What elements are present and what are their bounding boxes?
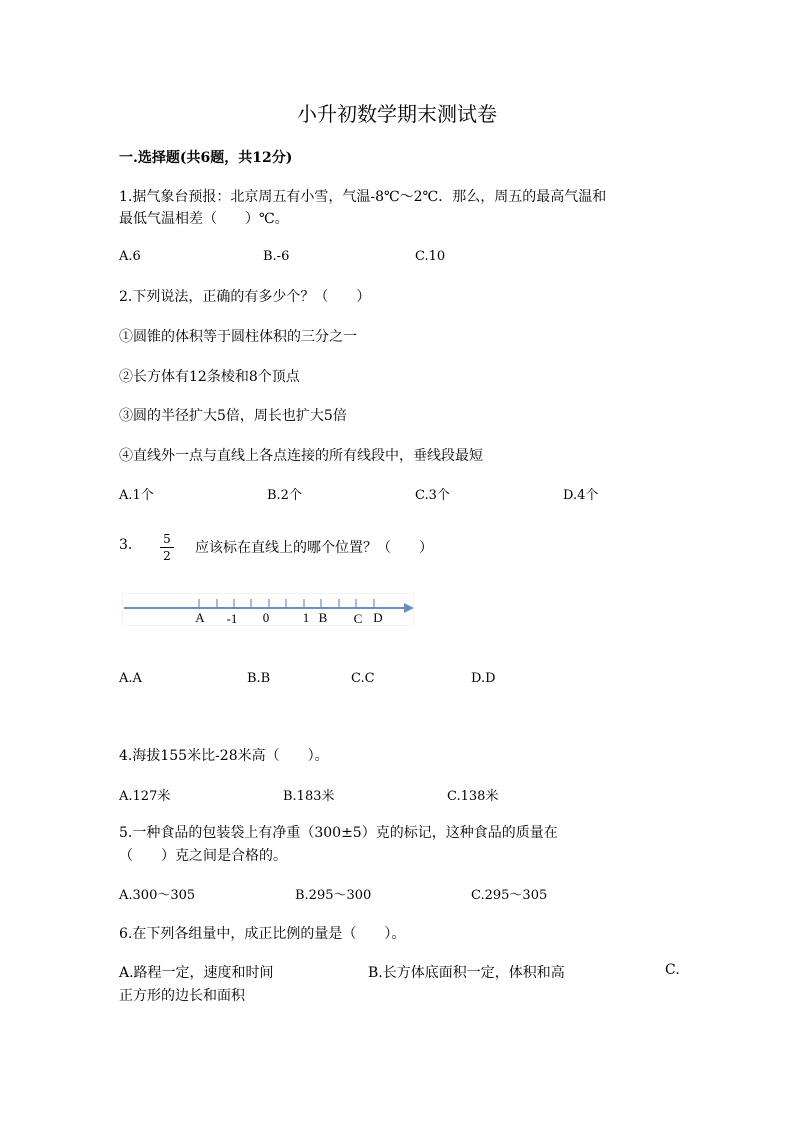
question-3-number: 3. — [119, 537, 133, 553]
question-6-option-b: B.长方体底面积一定，体积和高 — [368, 965, 565, 981]
question-4-option-c: C.138米 — [447, 789, 499, 804]
number-line — [122, 593, 414, 626]
fraction-five-halves — [160, 532, 174, 563]
question-2-statement-1: ①圆锥的体积等于圆柱体积的三分之一 — [119, 329, 357, 345]
question-3-option-c: C.C — [351, 671, 375, 686]
number-line-label-neg1: -1 — [226, 611, 238, 626]
question-2-option-a: A.1个 — [119, 488, 154, 503]
number-line-label-d: D — [373, 610, 383, 625]
question-3-option-a: A.A — [119, 671, 142, 686]
question-4-option-a: A.127米 — [119, 789, 171, 804]
question-2-option-c: C.3个 — [415, 488, 450, 503]
question-6-option-a: A.路程一定，速度和时间 — [119, 965, 274, 981]
question-5-line-1: 5.一种食品的包装袋上有净重（300±5）克的标记，这种食品的质量在 — [119, 825, 558, 841]
question-4-option-b: B.183米 — [283, 789, 335, 804]
question-1-option-a: A.6 — [119, 249, 141, 264]
question-3-text: 应该标在直线上的哪个位置？（ ） — [195, 540, 433, 556]
number-line-label-1: 1 — [302, 610, 310, 625]
question-5-line-2: （ ）克之间是合格的。 — [119, 848, 287, 864]
number-line-label-a: A — [195, 610, 205, 625]
question-5-option-c: C.295～305 — [471, 888, 548, 903]
question-6-stem: 6.在下列各组量中，成正比例的量是（ ）。 — [119, 926, 406, 942]
question-5-option-a: A.300～305 — [119, 888, 196, 903]
fraction-numerator: 5 — [163, 532, 171, 546]
fraction-denominator: 2 — [163, 549, 171, 563]
question-2-option-b: B.2个 — [267, 488, 302, 503]
question-1-line-1: 1.据气象台预报：北京周五有小雪，气温-8℃～2℃．那么，周五的最高气温和 — [119, 189, 607, 205]
question-3-option-d: D.D — [471, 671, 496, 686]
question-2-statement-2: ②长方体有12条棱和8个顶点 — [119, 369, 300, 385]
section-heading: 一.选择题(共6题，共12分) — [119, 150, 293, 166]
question-1-option-c: C.10 — [415, 249, 446, 264]
fraction-bar — [160, 547, 174, 548]
question-6-option-c-continued: 正方形的边长和面积 — [119, 988, 245, 1004]
number-line-label-0: 0 — [262, 610, 270, 625]
question-2-statement-3: ③圆的半径扩大5倍，周长也扩大5倍 — [119, 408, 347, 424]
question-3-option-b: B.B — [247, 671, 271, 686]
question-2-stem: 2.下列说法，正确的有多少个？（ ） — [119, 289, 371, 305]
question-4-stem: 4.海拔155米比-28米高（ ）。 — [119, 748, 329, 764]
question-2-option-d: D.4个 — [563, 488, 599, 503]
number-line-label-b: B — [318, 610, 328, 625]
question-1-line-2: 最低气温相差（ ）℃。 — [119, 211, 289, 227]
question-2-statement-4: ④直线外一点与直线上各点连接的所有线段中，垂线段最短 — [119, 448, 483, 464]
question-6-option-c: C. — [665, 962, 680, 978]
question-1-option-b: B.-6 — [263, 249, 290, 264]
question-5-option-b: B.295～300 — [295, 888, 372, 903]
page-title: 小升初数学期末测试卷 — [297, 102, 497, 126]
number-line-label-c: C — [353, 611, 363, 626]
